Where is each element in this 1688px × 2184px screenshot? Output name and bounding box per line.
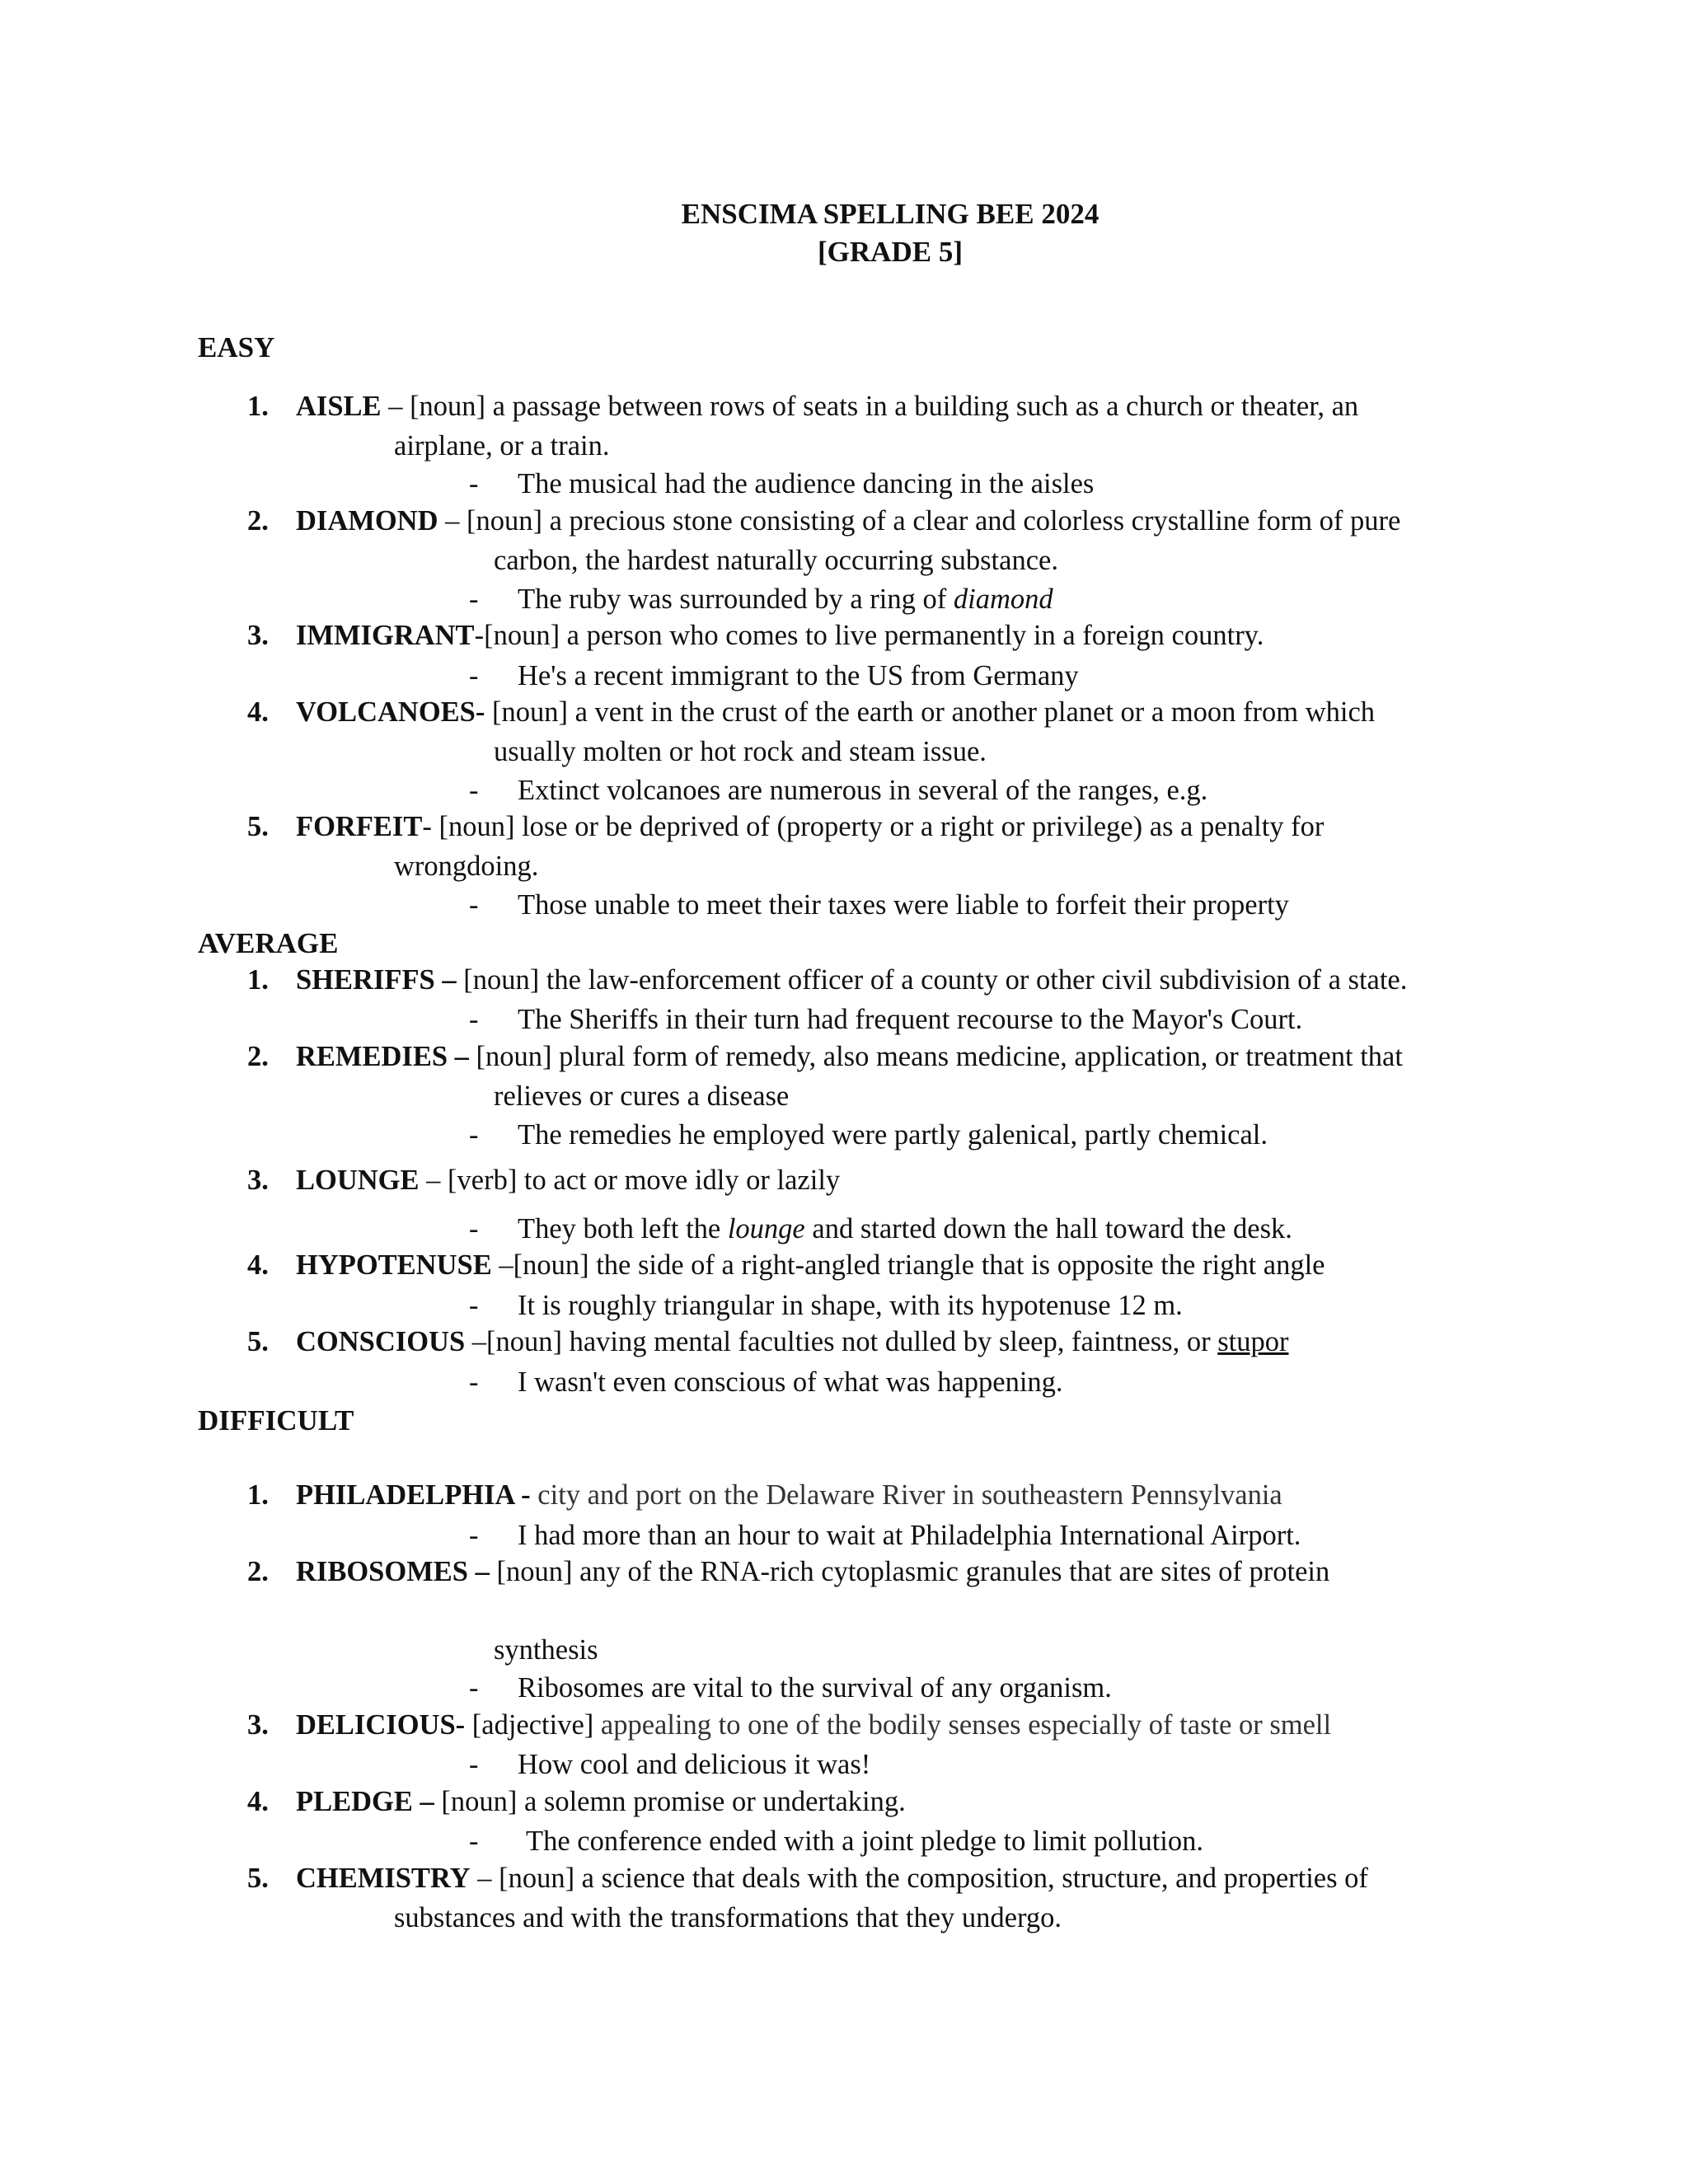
underlined-word: stupor (1217, 1326, 1289, 1357)
example-text: The ruby was surrounded by a ring of (518, 583, 954, 615)
example-dash: - (469, 468, 479, 499)
entry-word: HYPOTENUSE (296, 1249, 492, 1281)
example-sentence: It is roughly triangular in shape, with its hypotenuse 12 m. (518, 1290, 1183, 1321)
entry-line (296, 1251, 1325, 1280)
entry-separator (465, 1709, 472, 1741)
entry-word: SHERIFFS – (296, 964, 457, 996)
item-number: 3. (247, 620, 269, 651)
example-sentence (518, 1213, 1292, 1245)
definition-continued: airplane, or a train. (394, 430, 610, 462)
entry-definition: [noun] the law-enforcement officer of a county or other civil subdivision of a state. (463, 964, 1408, 996)
entry-line (296, 1558, 1329, 1586)
example-dash: - (469, 1290, 479, 1321)
entry-word: CHEMISTRY (296, 1863, 471, 1894)
entry-line (296, 1788, 906, 1816)
entry-separator (485, 696, 492, 728)
entry-word: FORFEIT (296, 811, 423, 842)
entry-word: VOLCANOES- (296, 696, 485, 728)
document-subtitle: [GRADE 5] (818, 236, 963, 268)
entry-separator: - (422, 811, 439, 842)
entry-separator: – (419, 1165, 448, 1196)
entry-line (296, 966, 1407, 995)
entry-line (296, 1166, 840, 1195)
entry-definition: [noun] lose or be deprived of (property or a right or privilege) as a penalty for (438, 811, 1325, 842)
item-number: 5. (247, 1863, 269, 1894)
entry-separator: – (438, 505, 467, 537)
example-sentence: He's a recent immigrant to the US from Germany (518, 660, 1079, 691)
entry-line (296, 1864, 1368, 1893)
item-number: 4. (247, 1249, 269, 1281)
example-dash: - (469, 1749, 479, 1780)
entry-definition: [noun] a science that deals with the composition, structure, and properties of (499, 1863, 1368, 1894)
entry-line (296, 1328, 1288, 1357)
entry-line (296, 813, 1324, 841)
entry-word: PLEDGE – (296, 1786, 434, 1817)
entry-line (296, 1481, 1282, 1510)
entry-line (296, 507, 1400, 536)
entry-word: IMMIGRANT (296, 620, 475, 651)
item-number: 4. (247, 696, 269, 728)
example-dash: - (469, 1672, 479, 1704)
entry-definition: [noun] having mental faculties not dulled by sleep, faintness, or (486, 1326, 1218, 1357)
item-number: 5. (247, 811, 269, 842)
entry-definition: [noun] a passage between rows of seats in a building such as a church or theater, an (410, 391, 1359, 422)
entry-separator (531, 1479, 538, 1511)
entry-definition-gray: appealing to one of the bodily senses especially of taste or smell (600, 1709, 1332, 1741)
entry-word: PHILADELPHIA - (296, 1479, 531, 1511)
entry-word: REMEDIES – (296, 1041, 469, 1072)
item-number: 1. (247, 964, 269, 996)
entry-word: DELICIOUS- (296, 1709, 466, 1741)
entry-separator: – (491, 1249, 513, 1281)
entry-separator (457, 964, 464, 996)
example-emphasis: lounge (727, 1213, 805, 1244)
example-dash: - (469, 583, 479, 615)
example-dash: - (469, 1825, 479, 1857)
entry-separator: – (470, 1863, 499, 1894)
entry-definition: [noun] a solemn promise or undertaking. (441, 1786, 906, 1817)
item-number: 3. (247, 1709, 269, 1741)
example-text: and started down the hall toward the desk. (804, 1213, 1292, 1244)
item-number: 3. (247, 1165, 269, 1196)
definition-continued: substances and with the transformations that they undergo. (394, 1902, 1062, 1933)
example-sentence: I wasn't even conscious of what was happening. (518, 1366, 1063, 1398)
entry-definition: [noun] any of the RNA-rich cytoplasmic granules that are sites of protein (496, 1556, 1330, 1587)
item-number: 2. (247, 1556, 269, 1587)
section-heading-difficult: DIFFICULT (198, 1404, 354, 1436)
definition-continued: usually molten or hot rock and steam issue. (494, 736, 987, 767)
example-sentence: The musical had the audience dancing in the aisles (518, 468, 1095, 499)
example-dash: - (469, 1213, 479, 1244)
example-sentence: Extinct volcanoes are numerous in several of the ranges, e.g. (518, 775, 1208, 806)
example-dash: - (469, 1119, 479, 1151)
definition-continued: synthesis (494, 1634, 598, 1666)
example-sentence: Those unable to meet their taxes were liable to forfeit their property (518, 889, 1289, 921)
entry-separator: – (381, 391, 410, 422)
item-number: 2. (247, 505, 269, 537)
definition-continued: carbon, the hardest naturally occurring substance. (494, 545, 1058, 576)
entry-definition: [noun] a vent in the crust of the earth or another planet or a moon from which (491, 696, 1376, 728)
document-title: ENSCIMA SPELLING BEE 2024 (681, 198, 1100, 230)
entry-definition: [adjective] (471, 1709, 601, 1741)
item-number: 1. (247, 391, 269, 422)
entry-word: RIBOSOMES – (296, 1556, 490, 1587)
item-number: 2. (247, 1041, 269, 1072)
example-sentence (518, 583, 1053, 616)
example-sentence: The remedies he employed were partly galenical, partly chemical. (518, 1119, 1268, 1151)
entry-line (296, 1711, 1331, 1740)
entry-definition: [noun] a precious stone consisting of a clear and colorless crystalline form of pure (466, 505, 1401, 537)
example-sentence: How cool and delicious it was! (518, 1749, 871, 1780)
entry-definition: [noun] the side of a right-angled triangle that is opposite the right angle (513, 1249, 1325, 1281)
entry-separator: – (465, 1326, 487, 1357)
example-text: They both left the (518, 1213, 728, 1244)
entry-definition: [noun] a person who comes to live permanently in a foreign country. (484, 620, 1264, 651)
entry-definition: city and port on the Delaware River in southeastern Pennsylvania (537, 1479, 1282, 1511)
item-number: 4. (247, 1786, 269, 1817)
example-dash: - (469, 889, 479, 921)
entry-line (296, 698, 1375, 727)
section-heading-average: AVERAGE (198, 927, 339, 959)
entry-separator: - (474, 620, 485, 651)
example-sentence: The conference ended with a joint pledge to limit pollution. (526, 1825, 1204, 1857)
example-dash: - (469, 1520, 479, 1551)
entry-definition: [verb] to act or move idly or lazily (448, 1165, 841, 1196)
example-sentence: I had more than an hour to wait at Philadelphia International Airport. (518, 1520, 1301, 1551)
example-dash: - (469, 660, 479, 691)
entry-line (296, 621, 1264, 650)
example-dash: - (469, 1366, 479, 1398)
definition-continued: relieves or cures a disease (494, 1080, 790, 1112)
example-dash: - (469, 775, 479, 806)
section-heading-easy: EASY (198, 331, 275, 363)
example-sentence: The Sheriffs in their turn had frequent recourse to the Mayor's Court. (518, 1004, 1303, 1035)
example-sentence: Ribosomes are vital to the survival of any organism. (518, 1672, 1112, 1704)
entry-separator (469, 1041, 476, 1072)
entry-word: AISLE (296, 391, 382, 422)
example-dash: - (469, 1004, 479, 1035)
example-emphasis: diamond (953, 583, 1053, 615)
entry-word: DIAMOND (296, 505, 438, 537)
entry-line (296, 1043, 1403, 1071)
entry-word: LOUNGE (296, 1165, 420, 1196)
entry-word: CONSCIOUS (296, 1326, 466, 1357)
item-number: 5. (247, 1326, 269, 1357)
item-number: 1. (247, 1479, 269, 1511)
entry-definition: [noun] plural form of remedy, also means medicine, application, or treatment that (476, 1041, 1403, 1072)
entry-line (296, 392, 1358, 421)
definition-continued: wrongdoing. (394, 851, 539, 882)
